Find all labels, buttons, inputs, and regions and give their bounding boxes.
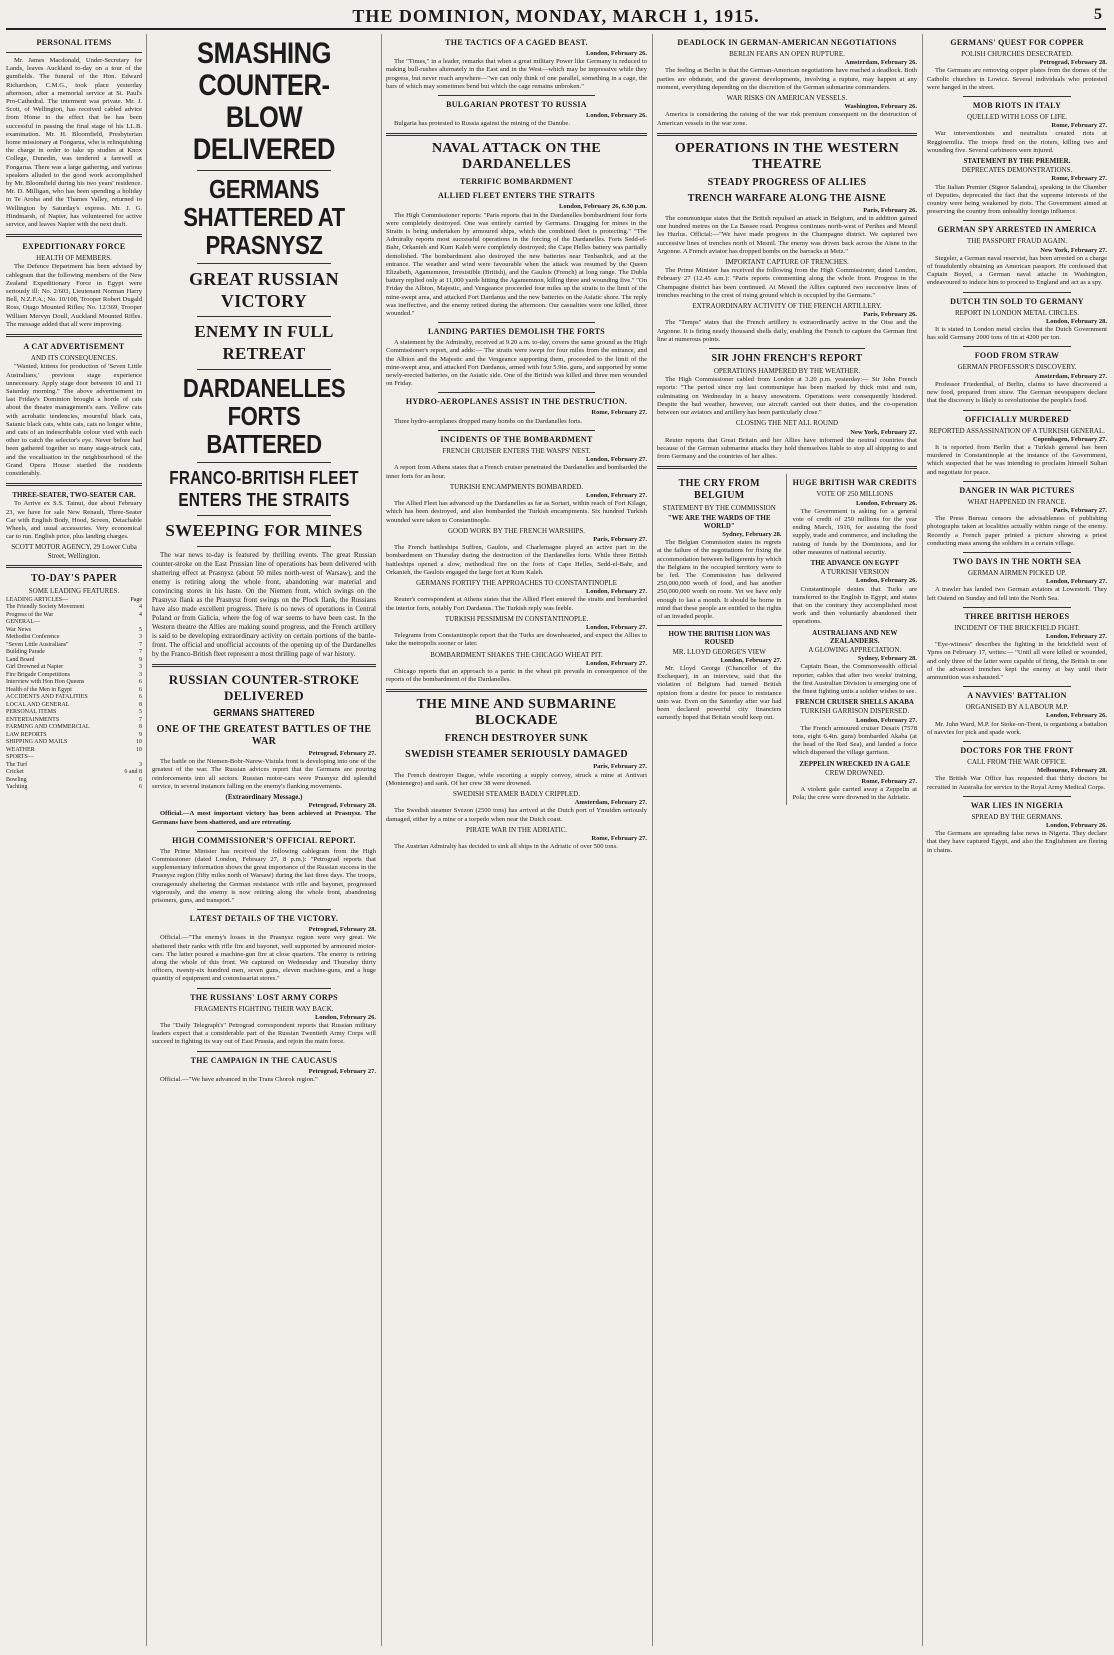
index-entry-label: WEATHER — [6, 746, 35, 753]
closing-net-body: Reuter reports that Great Britain and her Allies have informed the neutral countries that because of the German submarine attacks they hold themselves liable to stop all shipping to and from Germany and the countries of her allies. — [657, 436, 917, 461]
dateline: Rome, February 27. — [1051, 175, 1107, 183]
british-lion-body: Mr. Lloyd George (Chancellor of the Exchequer), in an interview, said that the violation of Belgium had turned British opinion from a desire for peace to resistance unto war. Even on the Saturday after war had been declared powerful city financiers earnestly hoped that Britain would keep out. — [657, 664, 782, 722]
greatest-battles-heading: ONE OF THE GREATEST BATTLES OF THE WAR — [156, 724, 372, 747]
pessimism-body: Telegrams from Constantinople report that the Turks are downhearted, and expect the Allies to take the metropolis sooner or later. — [386, 632, 647, 648]
index-entry-page: 8 — [139, 724, 142, 731]
second-headline: GERMANS SHATTERED AT PRASNYSZ — [183, 174, 345, 260]
cat-subheading: AND ITS CONSEQUENCES. — [30, 354, 118, 363]
cat-body: "Wanted, kittens for production of 'Seven Little Australians,' previous stage experience unnecessary. Apply stage door between 10 and 11 Saturday morning." The above advertisement in last Friday's Dominion brought a horde of cats about the theatre management's ears. Yellow cats with acrobatic tendencies, mournful black cats, Satanic black cats, white cats, cats no longer white, and cats of an indescribable colour vied with each other to catch the selector's eye. Never before had been gathered together so many stage-struck cats, and the vocalisation in the neighbourhood of the Grand Opera House startled the residents considerably. — [6, 363, 142, 477]
dateline: London, February 27. — [585, 659, 647, 667]
index-entry-page: 4 — [139, 611, 142, 618]
zeppelin-body: A violent gale carried away a Zeppelin at Pola; the crew were drowned in the Adriatic. — [792, 786, 917, 802]
bulgarian-heading: BULGARIAN PROTEST TO RUSSIA — [446, 100, 587, 110]
artillery-heading: EXTRAORDINARY ACTIVITY OF THE FRENCH ARTILLERY. — [692, 302, 882, 311]
anzac-body: Captain Bean, the Commonwealth official reporter, cables that after two weeks' training, the first Australian Division is emerging one of the finest fighting units a soldier wishes to see. — [792, 663, 917, 695]
index-entry-label: Cricket — [6, 769, 24, 776]
high-commissioner-heading: HIGH COMMISSIONER'S OFFICIAL REPORT. — [172, 835, 356, 845]
dateline: London, February 26, 6.30 p.m. — [559, 203, 647, 211]
dateline: London, February 26. — [585, 112, 647, 120]
war-pictures-subheading: WHAT HAPPENED IN FRANCE. — [967, 497, 1067, 506]
high-commissioner-body: The Prime Minister has received the following cablegram from the High Commissioner (dated London, February 27, 8 p.m.): "Petrograd reports that supplementary information shows the great importance of the Russian success in the Prasnysz region (fifty miles north of Warsaw) during the last three days. The troops, courageously sheltering the German resistance with rifle and bayonet, progressed vigorously, and the enemy is now retiring along the whole front, abandoning prisoners, guns, and transport." — [152, 847, 376, 905]
dutch-tin-subheading: REPORT IN LONDON METAL CIRCLES. — [954, 308, 1080, 317]
dateline: London, February 27. — [720, 656, 782, 664]
anzac-subheading: A GLOWING APPRECIATION. — [808, 645, 902, 654]
destroyer-sunk-heading: FRENCH DESTROYER SUNK — [444, 733, 589, 745]
premier-subheading: DEPRECATES DEMONSTRATIONS. — [961, 166, 1073, 175]
bulgarian-body: Bulgaria has protested to Russia against the mining of the Danube. — [394, 120, 570, 128]
force-body: The Defence Department has been advised by cablegram that the following members of the New Zealand Expeditionary Force in Egypt were seriously ill: No. 2/603, Lieutenant Norman Harry Bell, N.Z.F.A.; No. 10/108, Trooper Robert Dugald Ross, Otago Mounted Rifles; No. 12/369, Trooper William Mervyn Doull, Auckland Mounted Rifles. The message added that all were improving. — [6, 263, 142, 328]
dateline: Rome, February 27. — [591, 835, 647, 842]
index-entry-label: ENTERTAINMENTS — [6, 716, 60, 723]
steady-progress-heading: STEADY PROGRESS OF ALLIES — [707, 176, 867, 188]
lead-headline: SMASHING COUNTER-BLOW DELIVERED — [192, 37, 336, 166]
premier-body: The Italian Premier (Signor Salandra), speaking in the Chamber of Deputies, deprecated the fact that the supreme interests of the country were being weakened by riots. The Government aimed at preserving the country from unhealthy foreign influence. — [927, 183, 1107, 216]
chicago-heading: BOMBARDMENT SHAKES THE CHICAGO WHEAT PIT. — [430, 650, 603, 659]
index-entry — [6, 612, 142, 620]
newspaper-title: THE DOMINION, MONDAY, MARCH 1, 1915. — [352, 5, 760, 26]
commission-heading: STATEMENT BY THE COMMISSION — [662, 504, 776, 513]
war-pictures-heading: DANGER IN WAR PICTURES — [959, 485, 1075, 495]
blockade-heading: THE MINE AND SUBMARINE BLOCKADE — [416, 697, 617, 729]
western-theatre-body: The communique states that the British repulsed an attack in Belgium, and in addition gained one hundred metres on the La Bassee road. Progress continues north-west of Perthes and Mesnil les Hurlus. Official:—"We have made progress in the Champagne district. We captured two successive lines of trenches north of Mesnil. The enemy was driven back across the Aisne in the Argonne. A French aviator has dropped bombs on the barracks at Metz." — [657, 215, 917, 255]
dateline: London, February 27. — [855, 716, 917, 724]
closing-net-heading: CLOSING THE NET ALL ROUND — [735, 419, 839, 428]
dateline: London, February 26. — [314, 1013, 376, 1021]
dateline: Rome, February 27. — [1051, 122, 1107, 130]
todays-paper-subheading: SOME LEADING FEATURES. — [28, 586, 120, 595]
naval-attack-heading: NAVAL ATTACK ON THE DARDANELLES — [432, 141, 601, 173]
north-sea-body: A trawler has landed two German aviators at Lowestoft. They left Ostend on Sunday and fell into the North Sea. — [927, 586, 1107, 602]
caucasus-body: Official.—"We have advanced in the Trans Chorok region." — [160, 1075, 318, 1083]
caged-beast-heading: THE TACTICS OF A CAGED BEAST. — [445, 38, 588, 47]
personal-items-body: Mr. James Macdonald, Under-Secretary for Lands, leaves Auckland to-day on a tour of the gumfields. The funeral of the Hon. Edward Richardson, C.M.G., took place yesterday afternoon, after a memorial service at St. Paul's Pro-Cathedral. The interment was private. Mr. J. Scott, of Wellington, has received cabled advice from Home to the effect that he has been successful in passing the final stage of his LL.B. examination. Mr. H. Bloomfield, Presbyterian home missionary at Fongarua, who is relinquishing the charge in order to take up studies at Knox College, Dunedin, was tendered a farewell at Fongarua. There was a large gathering, and various speakers alluded to the good work accomplished by Mr. Bloomfield during his two years' residence. Mr. D. Milligan, who has been spending a holiday in Te Aroha and the Thames Valley, returned to Wellington by Saturday's express. Mr. J. G. Hindmarsh, of Napier, has volunteered for active service, and leaves Napier with the next draft. — [6, 57, 142, 229]
column-rule — [381, 34, 382, 1646]
dateline: London, February 27. — [585, 491, 647, 499]
spy-heading: GERMAN SPY ARRESTED IN AMERICA — [937, 225, 1097, 235]
akaba-body: The French armoured cruiser Desaix (7578 tons, eight 6.4in. guns) bombarded Akaba (at the head of the Red Sea), and landed a force which dispersed the village garrison. — [792, 724, 917, 757]
dateline: London, February 26. — [1045, 822, 1107, 829]
capture-trenches-heading: IMPORTANT CAPTURE OF TRENCHES. — [725, 258, 849, 267]
index-entry-page: 3 — [139, 664, 142, 671]
hydro-aeroplanes-body: Three hydro-aeroplanes dropped many bombs on the Dardanelles forts. — [394, 417, 583, 425]
index-entry-page: 3 — [139, 761, 142, 768]
index-entry — [6, 709, 142, 717]
lost-army-heading: THE RUSSIANS' LOST ARMY CORPS — [190, 992, 338, 1002]
index-entry — [6, 777, 142, 785]
doctors-body: The British War Office has requested that thirty doctors be recruited in Australia for service in the Royal Army Medical Corps. — [927, 775, 1107, 791]
sir-john-french-body: The High Commissioner cabled from London at 3.20 p.m. yesterday:— Sir John French reports: "The period since my last communique has been marked by thick mist and rain, culminating on Wednesday in a heavy snowstorm. Operations were consequently hindered. Despite the bad weather, however, our aircraft carried out their duties, and the co-operation between our aviators and artillery has been particularly close." — [657, 376, 917, 417]
dateline: Rome, February 27. — [591, 409, 647, 417]
artillery-body: The "Temps" states that the French artillery is extraordinarily active in the Oise and the Argonne. It is firing nearly thousand shells daily, enabling the French to capture the German first line at numerous points. — [657, 319, 917, 343]
index-entry-label: Fire Brigade Competitions — [6, 671, 70, 678]
dutch-tin-body: It is stated in London metal circles that the Dutch Government has sold Germany 2000 tons of tin at 4200 per ton. — [927, 326, 1107, 342]
premier-heading: STATEMENT BY THE PREMIER. — [963, 157, 1071, 166]
third-headline: GREAT RUSSIAN VICTORY — [189, 269, 339, 311]
zeppelin-heading: ZEPPELIN WRECKED IN A GALE — [799, 759, 911, 768]
index-entry-label: LAW REPORTS — [6, 731, 47, 738]
naval-attack-body: The High Commissioner reports: "Paris reports that in the Dardanelles bombardment four forts were completely destroyed. One was entirely carried by Germans. Dragging for mines in the Straits is being undertaken by armoured ships, which the combined fleet is protecting." "The Admiralty reports most successful operations in the forcing of the Dardanelles. Forts Sedd-el-Bahr, Orkanieh and Kum Kaleh were completely destroyed; the Cape Helles battery was partially demolished. The bombardment also destroyed the new batteries near Tenbanlick, and at the entrance. The weather and wind were favourable when the attack was resumed by the Queen Elizabeth, Agamemnon, Irresistible (British), and the Gaulois (French) at long range. The Dubla battery replied only at 11,000 yards hitting the Agamemnon, killing three and wounding five." "On Friday the Albion, Majestic, and Vengeance proceeded four miles up the straits to the limit of the mine-swept area, and attacked Fort Dardanus and the new batteries on the Asiatic shore. The reply was ineffective, and the enemy retired during the afternoon. Our casualties were one killed, three wounded." — [386, 211, 647, 318]
column-rule — [652, 34, 653, 1646]
akaba-subheading: TURKISH GARRISON DISPERSED. — [800, 707, 910, 716]
dateline: Petrograd, February 28. — [308, 926, 376, 934]
copper-subheading: POLISH CHURCHES DESECRATED. — [961, 50, 1073, 58]
index-entry — [6, 724, 142, 732]
mob-riots-heading: MOB RIOTS IN ITALY — [972, 101, 1062, 111]
food-straw-body: Professor Friedenthal, of Berlin, claims to have discovered a new food, prepared from straw. The German newspapers declare that the discovery is likely to revolutionise the people's food. — [927, 380, 1107, 405]
index-entry — [6, 672, 142, 680]
copper-body: The Germans are removing copper plates from the domes of the Catholic churches in Lowicz. Several individuals who protested were hanged in the street. — [927, 67, 1107, 91]
dateline: London, February 27. — [1045, 578, 1107, 586]
war-summary: The war news to-day is featured by thrilling events. The great Russian counter-stroke on the East Prussian line of operations has been delivered with shattering effect at Prasnysz (about 50 miles north-west of Warsaw), and the enemy is retiring along the whole front, abandoning war material and convincing stores in his haste. On the Niemen front, which swings on the Prasnysz flank as the Prasnysz front swings on the Plock flank, the Russians have also made excellent progress. There is no news of operations in Central Poland or from Galicia, where the fog of war seems to have been cast. In the Western theatre the Allies are making sound progress, and the French artillery is said to be developing extraordinary activity on certain portions of the battle-front. The official and unofficial accounts of the opening up of the Dardanelles by the Franco-British fleet represent a most thrilling page of war history. — [152, 551, 376, 658]
index-entry — [6, 732, 142, 740]
belgium-subcolumn — [657, 474, 787, 804]
russian-body: The battle on the Niemen-Bobr-Narew-Vistula front is developing into one of the greatest of the war. The Russian advices report that the Germans are pouring reinforcements into all sectors. Russian motor-cars were Prasnysz did splendid service, in several instances falling on the enemy's flanking movements. — [152, 758, 376, 790]
index-entry-label: LOCAL AND GENERAL — [6, 701, 70, 708]
war-credits-body: The Government is asking for a general vote of credit of 250 millions for the year ending March, 1916, for assisting the food supply, trade and commerce, and including the raising of funds by the Dominions, and for other measures of national security. — [792, 507, 917, 556]
british-lion-heading: HOW THE BRITISH LION WAS ROUSED — [668, 630, 771, 647]
swedish-crippled-body: The Swedish steamer Svezon (2500 tons) has arrived at the Dutch port of Ymuiden seriously damaged, either by a mine or a torpedo when near the Dutch coast. — [386, 807, 647, 823]
french-cruiser-body: A report from Athens states that a French cruiser penetrated the Dardanelles and bombarded the inner forts for an hour. — [386, 464, 647, 480]
index-entry — [6, 619, 142, 627]
index-entry — [6, 657, 142, 665]
fifth-headline: DARDANELLES FORTS BATTERED — [182, 373, 346, 459]
index-entry-label: "Seven Little Australians" — [6, 641, 69, 648]
war-credits-subcolumn — [793, 474, 918, 804]
deadlock-subheading: BERLIN FEARS AN OPEN RUPTURE. — [729, 50, 845, 58]
north-sea-subheading: GERMAN AIRMEN PICKED UP. — [967, 568, 1066, 577]
spy-subheading: THE PASSPORT FRAUD AGAIN. — [967, 237, 1067, 246]
page-number: 5 — [1094, 6, 1102, 23]
index-entry — [6, 687, 142, 695]
column-1 — [6, 34, 142, 1646]
sixth-headline: FRANCO-BRITISH FLEET ENTERS THE STRAITS — [169, 468, 359, 510]
index-entry — [6, 702, 142, 710]
dateline: Melbourne, February 28. — [1036, 767, 1107, 775]
index-entry-label: Progress of the War — [6, 611, 54, 618]
latest-details-heading: LATEST DETAILS OF THE VICTORY. — [189, 914, 339, 924]
index-entry-page: 10 — [136, 739, 142, 746]
dateline: London, February 27. — [585, 588, 647, 596]
dateline: Paris, February 27. — [1053, 506, 1107, 514]
index-entry-page: 6 — [139, 686, 142, 693]
masthead — [6, 4, 1106, 30]
index-entry — [6, 649, 142, 657]
egypt-body: Constantinople denies that Turks are transferred to the English in Egypt, and states that on the contrary they accomplished most work and then voluntarily abandoned their operations. — [792, 585, 917, 626]
navvies-subheading: ORGANISED BY A LABOUR M.P. — [965, 703, 1069, 712]
dateline: Washington, February 26. — [844, 103, 917, 111]
terrific-bombardment-heading: TERRIFIC BOMBARDMENT — [460, 177, 573, 187]
landing-parties-body: A statement by the Admiralty, received at 9.20 a.m. to-day, covers the same ground as the High Commissioner's report, and adds:— The straits were swept for four miles from the entrance, and the Albion and the Majestic and the Vengeance supporting them, proceeded to the limit of the mine-swept area, and attacked Fort Dardanus, armed with four 5.9in. guns, and supported by some newly-erected batteries, on the Asiatic side. One of the British was killed and three men wounded on Friday. — [386, 339, 647, 388]
index-entry — [6, 679, 142, 687]
index-entry-label: The Turf — [6, 761, 28, 768]
index-entry-label: Building Parade — [6, 649, 45, 656]
deadlock-heading: DEADLOCK IN GERMAN-AMERICAN NEGOTIATIONS — [677, 38, 897, 47]
index-entry-page: 7 — [139, 716, 142, 723]
weather-subheading: OPERATIONS HAMPERED BY THE WEATHER. — [713, 367, 861, 376]
index-entry-page: 6 and 8 — [124, 769, 142, 776]
french-cruiser-heading: FRENCH CRUISER ENTERS THE WASPS' NEST. — [442, 446, 591, 455]
index-entry-page: 3 — [139, 634, 142, 641]
dateline: New York, February 27. — [1040, 246, 1107, 254]
index-entry-label: Health of the Men in Egypt — [6, 686, 72, 693]
french-warships-body: The French battleships Suffren, Gaulois, and Charlemagne played an active part in the bombardment on Thursday during the destruction of the Dardanelles forts. While three British battleships opened a slow, methodical fire on the forts of Cape Helles, Sedd-el-Bahr, and Orkanieh, the Gaulois engaged the large fort at Kum Kaleh. — [386, 544, 647, 576]
index-entry-label: Yachting — [6, 784, 28, 791]
index-entry-page: 9 — [139, 656, 142, 663]
dateline: London, February 26. — [855, 577, 917, 585]
fortify-body: Reuter's correspondent at Athens states that the Allied Fleet entered the straits and bombarded the interior forts, notably Fort Dardanus. The Turkish reply was feeble. — [386, 596, 647, 612]
index-entry — [6, 762, 142, 770]
germans-shattered-heading: GERMANS SHATTERED — [213, 708, 315, 719]
western-theatre-heading: OPERATIONS IN THE WESTERN THEATRE — [674, 140, 900, 172]
dutch-tin-heading: DUTCH TIN SOLD TO GERMANY — [950, 296, 1084, 306]
mob-riots-subheading: QUELLED WITH LOSS OF LIFE. — [966, 113, 1067, 122]
force-subheading: HEALTH OF MEMBERS. — [36, 254, 112, 263]
column-5 — [927, 34, 1107, 1646]
pirate-war-body: The Austrian Admiralty has decided to sink all ships in the Adriatic of over 500 tons. — [394, 843, 618, 851]
dateline: Petrograd, February 27. — [308, 750, 376, 757]
food-straw-heading: FOOD FROM STRAW — [974, 351, 1060, 361]
index-entry-label: LEADING ARTICLES— — [6, 596, 69, 603]
index-entry-label: ACCIDENTS AND FATALITIES — [6, 694, 88, 701]
murdered-subheading: REPORTED ASSASSINATION OF A TURKISH GENERAL. — [928, 426, 1106, 435]
fourth-headline: ENEMY IN FULL RETREAT — [194, 322, 334, 363]
turkish-encampments-heading: TURKISH ENCAMPMENTS BOMBARDED. — [449, 482, 584, 491]
copper-heading: GERMANS' QUEST FOR COPPER — [950, 38, 1084, 47]
north-sea-heading: TWO DAYS IN THE NORTH SEA — [952, 556, 1082, 566]
dateline: Paris, February 26. — [863, 311, 917, 319]
index-entry-label: War News — [6, 626, 32, 633]
sir-john-french-heading: SIR JOHN FRENCH'S REPORT — [711, 353, 863, 365]
anzac-heading: AUSTRALIANS AND NEW ZEALANDERS. — [812, 628, 898, 645]
dateline: Petrograd, February 27. — [308, 1067, 376, 1075]
dateline: Amsterdam, February 27. — [574, 799, 647, 807]
war-credits-subheading: VOTE OF 250 MILLIONS — [816, 490, 894, 499]
swedish-damaged-heading: SWEDISH STEAMER SERIOUSLY DAMAGED — [405, 749, 628, 761]
pirate-war-heading: PIRATE WAR IN THE ADRIATIC. — [465, 825, 568, 834]
food-straw-subheading: GERMAN PROFESSOR'S DISCOVERY. — [957, 363, 1077, 372]
caged-beast-body: The "Times," in a leader, remarks that when a great military Power like Germany is reduced to making bull-rushes alternately in the East and in the West—which may be impressive while they progress, but never reach anywhere—"we can only think of one parallel, something in a cage, the bars of which may sometimes bend but which the cage remains unbroken." — [386, 58, 647, 90]
dateline: Rome, February 27. — [861, 778, 917, 786]
extraordinary-heading: (Extraordinary Message.) — [225, 793, 303, 802]
fortify-heading: GERMANS FORTIFY THE APPROACHES TO CONSTANTINOPLE — [416, 578, 617, 587]
lost-army-body: The "Daily Telegraph's" Petrograd correspondent reports that Russian military leaders expect that a considerable part of the Russian Twentieth Army Corps will succeed in fighting its way out of East Prussia, and rejoin the main force. — [152, 1022, 376, 1046]
index-entry-label: Girl Drowned at Napier — [6, 664, 64, 671]
caucasus-heading: THE CAMPAIGN IN THE CAUCASUS — [190, 1055, 338, 1065]
index-entry-page: 3 — [139, 671, 142, 678]
cry-belgium-heading: THE CRY FROM BELGIUM — [678, 478, 760, 502]
pessimism-heading: TURKISH PESSIMISM IN CONSTANTINOPLE. — [444, 614, 589, 623]
index-entry-label: Land Board — [6, 656, 35, 663]
index-entry — [6, 664, 142, 672]
index-entry-label: GENERAL— — [6, 619, 40, 626]
index-entry-page: 4 — [139, 604, 142, 611]
index-entry — [6, 604, 142, 612]
index-entry — [6, 717, 142, 725]
akaba-heading: FRENCH CRUISER SHELLS AKABA — [795, 698, 914, 707]
index-entry-label: FARMING AND COMMERCIAL — [6, 724, 90, 731]
dateline: Paris, February 27. — [593, 535, 647, 543]
todays-paper-index — [6, 597, 142, 792]
index-entry-page: Page — [130, 596, 142, 603]
dateline: London, February 26. — [855, 499, 917, 507]
seventh-headline: SWEEPING FOR MINES — [165, 521, 363, 540]
heroes-body: "Eye-witness" describes the fighting in the brickfield west of Ypres on February 17, writes:— "Until all were killed or wounded, and only three of the latter were capable of firing, the British in one of the advanced trenches kept the enemy at bay until their ammunition was exhausted." — [927, 641, 1107, 681]
fleet-enters-heading: ALLIED FLEET ENTERS THE STRAITS — [437, 191, 596, 201]
index-entry — [6, 747, 142, 755]
doctors-subheading: CALL FROM THE WAR OFFICE. — [967, 757, 1067, 766]
personal-items-heading: PERSONAL ITEMS — [36, 38, 112, 47]
column-rule — [146, 34, 147, 1646]
extraordinary-body: Official.—A most important victory has been achieved at Prasnysz. The Germans have been shattered, and are retreating. — [152, 810, 376, 826]
zeppelin-subheading: CREW DROWNED. — [825, 768, 885, 777]
todays-paper-heading: TO-DAY'S PAPER — [31, 572, 117, 584]
index-entry-label: Methodist Conference — [6, 634, 60, 641]
index-entry — [6, 739, 142, 747]
index-entry-label: PERSONAL ITEMS — [6, 709, 57, 716]
war-credits-heading: HUGE BRITISH WAR CREDITS — [792, 478, 917, 488]
index-entry — [6, 642, 142, 650]
index-entry-page: 6 — [139, 694, 142, 701]
index-entry-page: 10 — [136, 746, 142, 753]
russian-counterstroke-heading: RUSSIAN COUNTER-STROKE DELIVERED — [168, 672, 360, 703]
war-risks-heading: WAR RISKS ON AMERICAN VESSELS. — [726, 94, 848, 103]
nigeria-heading: WAR LIES IN NIGERIA — [970, 800, 1064, 810]
index-entry — [6, 769, 142, 777]
heroes-heading: THREE BRITISH HEROES — [964, 611, 1070, 621]
index-entry-label: The Friendly Society Movement — [6, 604, 85, 611]
dateline: Sydney, February 28. — [857, 655, 917, 663]
latest-details-body: Official.—"The enemy's losses in the Prasnysz region were very great. We shattered their ranks with rifle fire and bayonet, well supported by armoured motor-cars. The latter poured a machine-gun fire at close quarters. The enemy is retiring along the whole of this front. We captured on Wednesday and Thursday thirty officers, twenty-six hundred men, seven guns, eleven machine-guns, and a huge quantity of equipment and commissariat stores." — [152, 934, 376, 983]
capture-trenches-body: The Prime Minister has received the following from the High Commissioner, dated London, February 27 (12.45 a.m.): "Paris reports commenting along the whole front. Progress in the Champagne district has been continued. At Mesnil the Allies captured two successive lines of trenches reaching to the crest of rising ground which is occupied by the Germans." — [657, 267, 917, 299]
index-entry — [6, 597, 142, 605]
dateline: London, February 26. — [1045, 712, 1107, 720]
mob-riots-body: War interventionists and neutralists created riots at Reggioemilia. The troops fired on the rioters, killing two and wounding five. Several carbineers were injured. — [927, 130, 1107, 154]
car-ad-body: To Arrive ex S.S. Tainui, due about February 23, we have for sale New Renault, Three-Seater Car with English Body, Hood, Screen, Detachable Wheels, and usual accessories. Very economical car to run. English price, plus landing charges. — [6, 500, 142, 541]
cry-belgium-body: The Belgian Commission states its regrets at the failure of the negotiations for fixing the accommodation between belligerents by which the Belgians in the occupied territory were to be fed. The Commission has delivered 250,000,000 worth of food, and has another 250,000,000 worth on route. Yet we have only enough to last a month. It should be borne in mind that these people are entitled to the rights of an invaded people. — [657, 539, 782, 620]
dateline: Sydney, February 28. — [722, 530, 782, 538]
index-entry-page: 5 — [139, 626, 142, 633]
index-entry — [6, 784, 142, 792]
doctors-heading: DOCTORS FOR THE FRONT — [960, 745, 1074, 755]
dateline: New York, February 27. — [850, 428, 917, 436]
dateline: London, February 27. — [585, 456, 647, 464]
index-entry-label: Bowling — [6, 776, 27, 783]
index-entry — [6, 634, 142, 642]
lost-army-subheading: FRAGMENTS FIGHTING THEIR WAY BACK. — [194, 1004, 334, 1013]
landing-parties-heading: LANDING PARTIES DEMOLISH THE FORTS — [428, 327, 605, 337]
dateline: London, February 27. — [585, 623, 647, 631]
wards-heading: "WE ARE THE WARDS OF THE WORLD" — [667, 513, 771, 530]
dateline: Amsterdam, February 26. — [844, 59, 917, 67]
lloyd-george-heading: MR. LLOYD GEORGE'S VIEW — [672, 647, 766, 656]
dateline: London, February 28. — [1045, 317, 1107, 325]
murdered-body: It is reported from Berlin that a Turkish general has been murdered in Constantinople at the instance of the Government, which suspected that he was intending to proclaim himself Sultan and negotiate for peace. — [927, 443, 1107, 476]
french-warships-heading: GOOD WORK BY THE FRENCH WARSHIPS. — [447, 526, 586, 535]
navvies-heading: A NAVVIES' BATTALION — [967, 691, 1067, 701]
index-entry-page: 6 — [139, 776, 142, 783]
column-2 — [152, 34, 376, 1646]
trench-warfare-heading: TRENCH WARFARE ALONG THE AISNE — [687, 192, 887, 204]
war-pictures-body: The Press Bureau censors the advisableness of publishing photographs taken at localities actually within range of the enemy. Recently a French paper printed a picture showing a priest conducting mass among the soldiers in a certain village. — [927, 515, 1107, 547]
index-entry-page: 7 — [139, 641, 142, 648]
nigeria-body: The Germans are spreading false news in Nigeria. They declare that they have captured Egypt, and also the Englishmen are fleeing in chains. — [927, 830, 1107, 854]
index-entry-page: 6 — [139, 679, 142, 686]
blockade-body: The French destroyer Dague, while escorting a supply convoy, struck a mine at Antivari (Montenegro) and sank. Of her crew 38 were drowned. — [386, 771, 647, 787]
egypt-subheading: A TURKISH VERSION — [820, 568, 890, 577]
index-entry-page: 5 — [139, 709, 142, 716]
index-entry — [6, 694, 142, 702]
index-entry-label: Interview with Hon Hon Queens — [6, 679, 85, 686]
dateline: Petrograd, February 28. — [1039, 59, 1107, 67]
force-heading: EXPEDITIONARY FORCE — [22, 242, 126, 252]
murdered-heading: OFFICIALLY MURDERED — [964, 414, 1069, 424]
index-entry-label: SHIPPING AND MAILS — [6, 739, 68, 746]
turkish-encampments-body: The Allied Fleet has advanced up the Dardanelles as far as Sortari, within reach of Fort Kilagn, which has been destroyed, and also bombarded the Turkish encampments. Six hundred Turkish wounded were taken to Constantinople. — [386, 500, 647, 524]
dateline: London, February 26. — [585, 50, 647, 57]
car-ad-signature: SCOTT MOTOR AGENCY, 29 Lower Cuba Street, Wellington. — [11, 543, 137, 560]
dateline: Copenhagen, February 27. — [1032, 435, 1107, 443]
index-entry-label: SPORTS— — [6, 754, 34, 761]
navvies-body: Mr. John Ward, M.P. for Stoke-on-Trent, is organising a battalion of navvies for pick and spade work. — [927, 720, 1107, 736]
spy-body: Stegeler, a German naval reservist, has been arrested on a charge of fraudulently obtaining an American passport. He confessed that Captain Boyed, a German naval attache in Washington, endeavoured to induce him to proceed to England and act as a spy. — [927, 254, 1107, 287]
dateline: Paris, February 26. — [863, 206, 917, 214]
index-entry-page: 6 — [139, 784, 142, 791]
chicago-body: Chicago reports that an approach to a panic in the wheat pit prevails in consequence of the reports of the bombardment of the Dardanelles. — [386, 667, 647, 684]
egypt-heading: THE ADVANCE ON EGYPT — [810, 558, 899, 567]
swedish-crippled-heading: SWEDISH STEAMER BADLY CRIPPLED. — [453, 789, 580, 798]
heroes-subheading: INCIDENT OF THE BRICKFIELD FIGHT. — [954, 623, 1080, 632]
car-ad-heading: THREE-SEATER, TWO-SEATER CAR. — [12, 491, 136, 500]
cat-heading: A CAT ADVERTISEMENT — [23, 342, 125, 352]
dateline: Paris, February 27. — [593, 763, 647, 771]
deadlock-body: The feeling at Berlin is that the German-American negotiations have reached a deadlock. Both parties are obdurate, and the gravest developments, involving a rupture, may happen at any moment, everything depending on the discretion of the German submarine commanders. — [657, 67, 917, 91]
nigeria-subheading: SPREAD BY THE GERMANS. — [971, 812, 1063, 821]
index-entry — [6, 754, 142, 762]
index-entry-page: 9 — [139, 731, 142, 738]
war-risks-body: America is considering the raising of the war risk premium consequent on the destruction of American vessels in the war zone. — [657, 111, 917, 127]
dateline: London, February 27. — [1045, 632, 1107, 640]
index-entry-page: 8 — [139, 701, 142, 708]
hydro-aeroplanes-heading: HYDRO-AEROPLANES ASSIST IN THE DESTRUCTION. — [405, 397, 628, 407]
dateline: Petrograd, February 28. — [308, 802, 376, 810]
index-entry-page: 7 — [139, 649, 142, 656]
incidents-heading: INCIDENTS OF THE BOMBARDMENT — [440, 434, 593, 444]
column-4 — [657, 34, 917, 1646]
dateline: Amsterdam, February 27. — [1034, 372, 1107, 380]
column-rule — [922, 34, 923, 1646]
column-3 — [386, 34, 647, 1646]
